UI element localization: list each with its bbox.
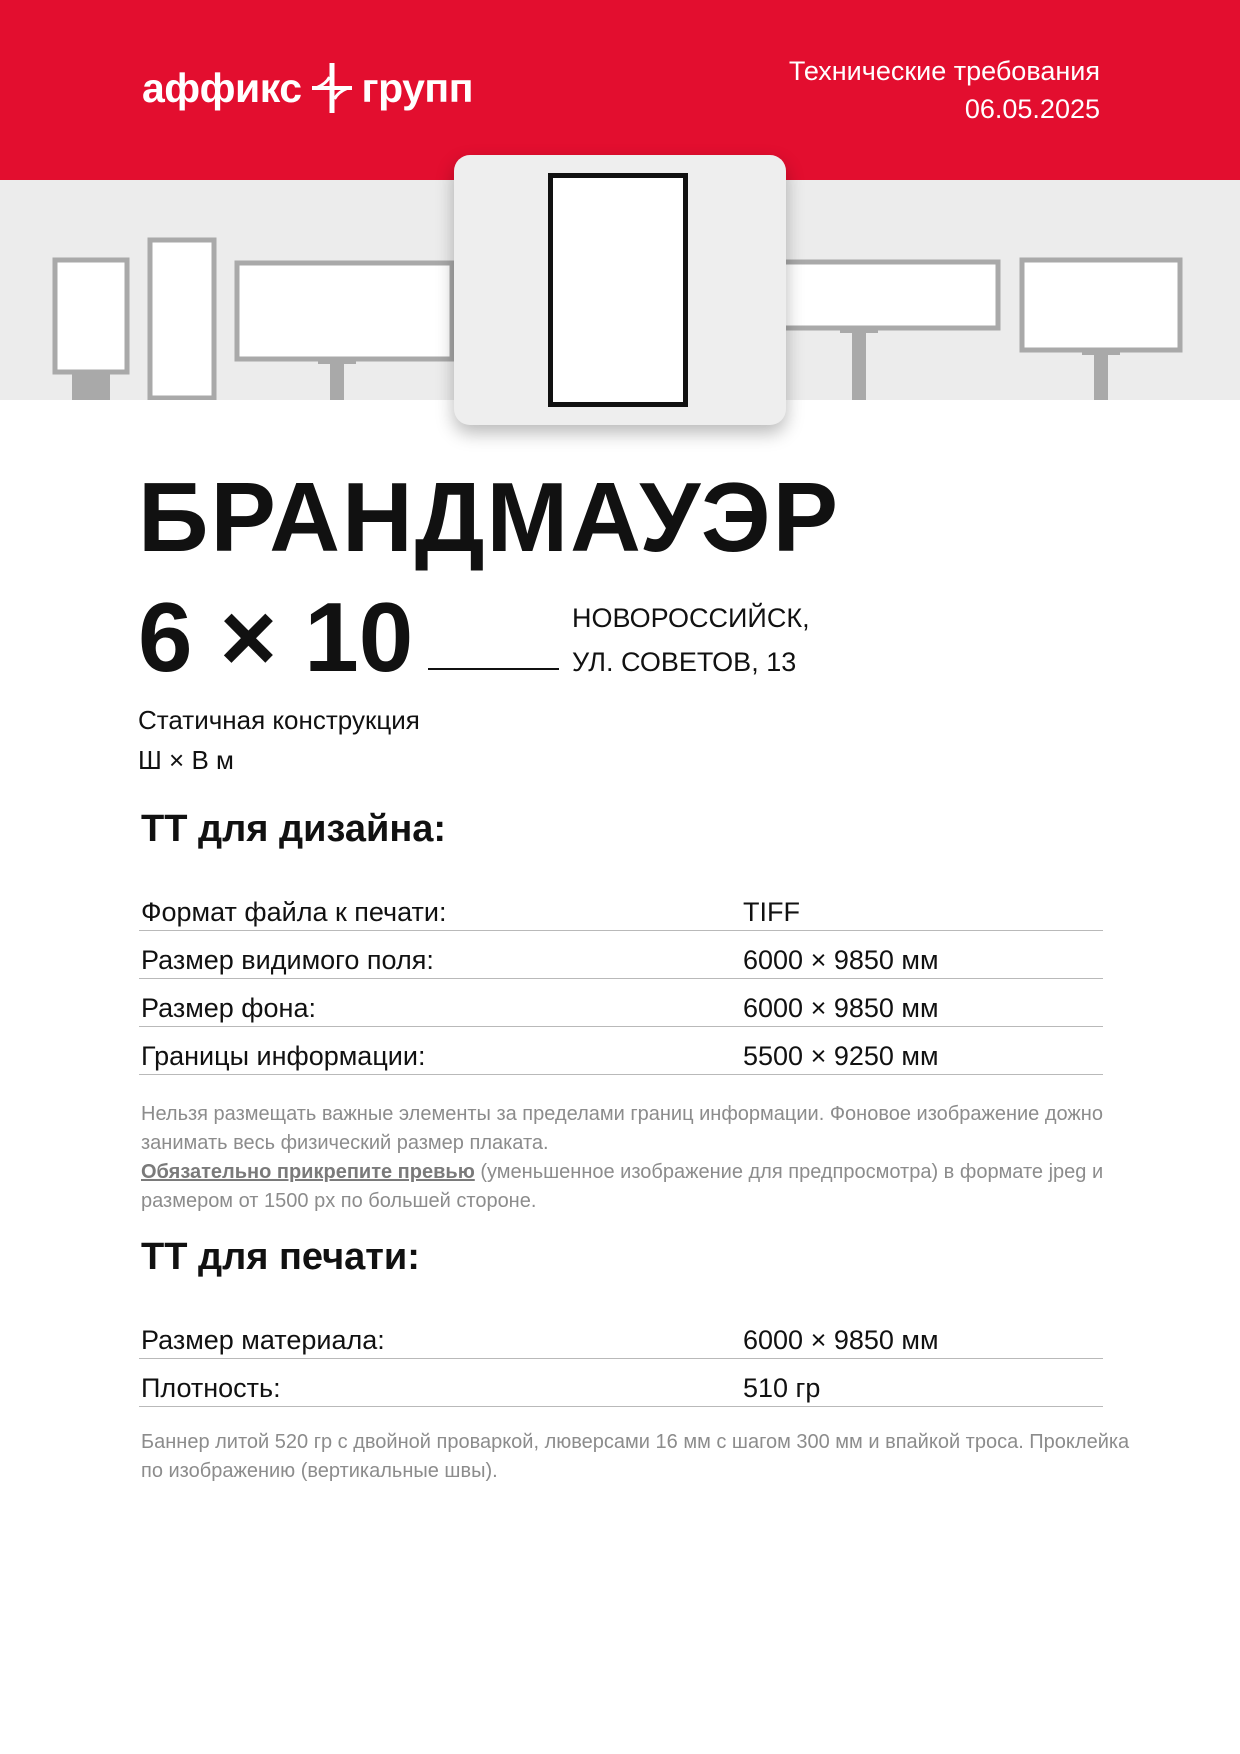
row-value: 5500 × 9250 мм — [743, 1041, 939, 1071]
row-label: Размер видимого поля: — [141, 945, 434, 975]
document-meta — [789, 52, 1100, 128]
design-note-text: Нельзя размещать важные элементы за пределами границ информации. Фоновое изображение дожно занимать весь физический размер плаката. — [141, 1103, 1103, 1154]
design-row — [139, 930, 1103, 979]
brand-logo — [142, 58, 473, 118]
billboard-far-right — [1022, 260, 1180, 350]
product-title: БРАНДМАУЭР — [138, 462, 840, 572]
dimension-note: Ш × В м — [138, 745, 234, 775]
row-label: Размер материала: — [141, 1325, 385, 1355]
design-note-tail: (уменьшенное изображение для предпросмотра) в формате jpeg и размером от 1500 px по большей стороне. — [141, 1161, 1104, 1212]
firewall-format-frame — [548, 173, 688, 407]
print-row — [139, 1310, 1103, 1359]
citylight-billboard — [55, 260, 127, 372]
cross-plus-icon — [312, 63, 352, 113]
size-underline — [428, 668, 559, 670]
row-value: 6000 × 9850 мм — [743, 993, 939, 1023]
row-value: 6000 × 9850 мм — [743, 1325, 939, 1355]
design-row — [139, 882, 1103, 931]
wide-billboard-right — [782, 262, 998, 328]
address-line-1: НОВОРОССИЙСК, — [572, 603, 810, 633]
row-label: Плотность: — [141, 1373, 281, 1403]
design-row — [139, 1026, 1103, 1075]
product-address — [572, 596, 810, 684]
preview-requirement: Обязательно прикрепите превью — [141, 1161, 475, 1183]
row-label: Границы информации: — [141, 1041, 426, 1071]
row-label: Размер фона: — [141, 993, 316, 1023]
print-row — [139, 1358, 1103, 1407]
format-preview-card — [454, 155, 786, 425]
row-label: Формат файла к печати: — [141, 897, 447, 927]
document-type: Технические требования — [788, 56, 1100, 86]
address-line-2: УЛ. СОВЕТОВ, 13 — [572, 647, 797, 677]
design-note — [141, 1100, 1141, 1216]
row-value: TIFF — [743, 897, 800, 927]
brand-name-left: аффикс — [142, 64, 302, 111]
brand-name-right: групп — [361, 64, 473, 111]
construction-type: Статичная конструкция — [138, 705, 420, 735]
product-size: 6 × 10 — [138, 582, 414, 692]
design-section-heading: ТТ для дизайна: — [141, 808, 447, 850]
design-row — [139, 978, 1103, 1027]
wide-billboard-left — [237, 263, 452, 359]
print-section-heading: ТТ для печати: — [141, 1236, 420, 1278]
pillar-billboard — [150, 240, 214, 398]
row-value: 510 гр — [743, 1373, 821, 1403]
row-value: 6000 × 9850 мм — [743, 945, 939, 975]
construction-info — [138, 700, 420, 780]
document-date: 06.05.2025 — [964, 94, 1100, 124]
print-note: Баннер литой 520 гр с двойной проваркой, люверсами 16 мм с шагом 300 мм и впайкой троса. Проклейка по изображению (вертикальные швы). — [141, 1431, 1130, 1482]
